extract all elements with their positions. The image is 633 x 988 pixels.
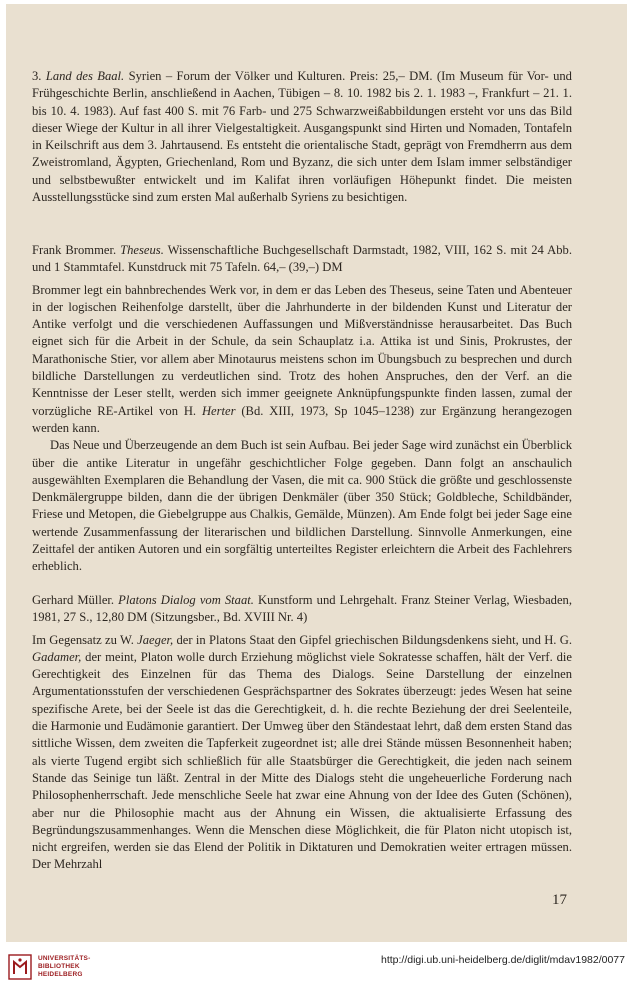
university-seal-icon xyxy=(8,954,32,980)
review-entry-theseus xyxy=(32,242,572,576)
logo-line-1: UNIVERSITÄTS- xyxy=(38,955,91,962)
entry1-text: 3. Land des Baal. Syrien – Forum der Völker und Kulturen. Preis: 25,– DM. (Im Museum für Vor- und Frühgeschichte Berlin, anschließend in Aachen, Tübigen – 8. 10. 1982 bis 2. 1. 1983 –, Frankfurt – 21. 1. bis 10. 4. 1983). Auf fast 400 S. mit 76 Farb- und 275 Schwarzweißabbildungen ersteht vor uns das Bild dieser Wiege der Kultur in all ihrer Vielgestaltigkeit. Ausgangspunkt sind Hirten und Nomaden, Tontafeln in Keilschrift aus dem 3. Jahrtausend. Es entsteht die orientalische Stadt, geprägt von Fremdherrn aus dem Zweistromland, Ägypten, Griechenland, Rom und Byzanz, die sich unter dem Islam immer selbständiger und selbstbewußter entwickelt und im Kalifat ihren vorläufigen Höhepunkt findet. Die meisten Ausstellungsstücke sind zum ersten Mal außerhalb Syriens zu besichtigen. xyxy=(32,69,573,205)
page-number: 17 xyxy=(552,892,567,908)
italic-term: Land des Baal. xyxy=(45,69,125,83)
logo-line-3: HEIDELBERG xyxy=(38,971,83,978)
entry2-header: Frank Brommer. Theseus. Wissenschaftliche Buchgesellschaft Darmstadt, 1982, VIII, 162 S. mit 24 Abb. und 1 Stammtafel. Kunstdruck mit 75 Tafeln. 64,– (39,–) DM xyxy=(32,243,573,275)
entry2-paragraph-1: Brommer legt ein bahnbrechendes Werk vor, in dem er das Leben des Theseus, seine Taten und Abenteuer in der logischen Reihenfolge darstellt, über die Jahrhunderte in der bildenden Kunst und Literatur der Antike verfolgt und die verschiedenen Auffassungen und Mißverständnisse herausarbeitet. Das Buch eignet sich für die Arbeit in der Schule, da sein Schauplatz i.a. Attika ist und Sinis, Prokrustes, der Marathonische Stier, vor allem aber Minotaurus meistens schon im Übungsbuch zu besprechen und durch bildliche Darstellungen zu verdeutlichen sind. Trotz des hohen Anspruches, den der Verf. an die Kenntnisse der Leser stellt, werden sich immer geeignete Anknüpfungspunkte finden lassen, zumal der vorzügliche RE-Artikel von H. Herter (Bd. XIII, 1973, Sp 1045–1238) zur Ergänzung herangezogen werden kann. xyxy=(32,282,572,435)
italic-term: Theseus. xyxy=(120,243,164,257)
entry3-paragraph-1: Im Gegensatz zu W. Jaeger, der in Platons Staat den Gipfel griechischen Bildungsdenkens sieht, und H. G. Gadamer, der meint, Platon wolle durch Erziehung möglichst viele Sokratesse schaffen, hält der Verf. die Gerechtigkeit des Einzelnen für das Thema des Dialogs. Seine Darstellung der einzelnen Argumentationsstufen der verschiedenen Gesprächspartner des Sokrates überzeugt: jedes Wesen hat seine spezifische Arete, bei der Seele ist das die Gerechtigkeit, d. h. die rechte Beziehung der drei Seelenteile, die Harmonie und Eudämonie garantiert. Der Umweg über den Ständestaat lehrt, daß dem ersten Stand das sittliche Wissen, dem zweiten die Tapferkeit zugeordnet ist; alle drei Stände müssen Besonnenheit haben; als vierte Tugend ergibt sich schließlich für alle Staatsbürger die Gerechtigkeit, die jeden nach seinem Stande das Seinige tun läßt. Zentral in der Mitte des Dialogs steht die ungeheuerliche Forderung nach Philosophenherrschaft. Jede menschliche Seele hat zwar eine Ahnung von der Idee des Guten (Schönen), aber nur die Philosophie macht aus der Ahnung ein Wissen, die aktualisierte Erfassung des Begründungszusammenhanges. Wenn die Menschen diese Möglichkeit, die für Platon nicht utopisch ist, nicht ergreifen, werden sie das Elend der Politik in Diktaturen und Demokratien weiter ertragen müssen. Der Mehrzahl xyxy=(32,632,573,872)
source-url-link[interactable]: http://digi.ub.uni-heidelberg.de/diglit/mdav1982/0077 xyxy=(380,954,625,966)
italic-term: Gadamer, xyxy=(32,649,82,664)
library-logo[interactable] xyxy=(8,952,148,982)
viewer-footer xyxy=(0,942,633,988)
entry2-paragraph-2: Das Neue und Überzeugende an dem Buch ist sein Aufbau. Bei jeder Sage wird zunächst ein Überblick über die antike Literatur in ungefähr geschichtlicher Folge gegeben. Dann folgt an anschaulich ausgewählten Exemplaren die Behandlung der Vasen, die mit ca. 900 Stück die größte und geschlossenste Denkmälergruppe bilden, dann die der übrigen Denkmäler (über 350 Stück; Goldbleche, Schildbänder, Friese und Metopen, die Giebelgruppe aus Chalkis, Gemälde, Münzen). Am Ende folgt bei jeder Sage eine wertende Zusammenfassung der literarischen und bildlichen Darstellung. Sinnvolle Anmerkungen, eine Zeittafel der antiken Autoren und ein sorgfältig unterteiltes Register erleichtern die Arbeit des Fachlehrers erheblich. xyxy=(32,438,573,574)
italic-term: Platons Dialog vom Staat. xyxy=(118,593,254,607)
library-logo-text xyxy=(38,955,90,979)
scanned-page xyxy=(6,4,627,942)
review-entry-platons-dialog xyxy=(32,592,572,874)
entry3-header: Gerhard Müller. Platons Dialog vom Staat. Kunstform und Lehrgehalt. Franz Steiner Verlag, Wiesbaden, 1981, 27 S., 12,80 DM (Sitzungsber., Bd. XVIII Nr. 4) xyxy=(32,593,573,625)
review-entry-land-des-baal xyxy=(32,68,572,206)
italic-term: Jaeger, xyxy=(137,632,174,647)
italic-term: Herter xyxy=(201,403,236,418)
logo-line-2: BIBLIOTHEK xyxy=(38,963,80,970)
